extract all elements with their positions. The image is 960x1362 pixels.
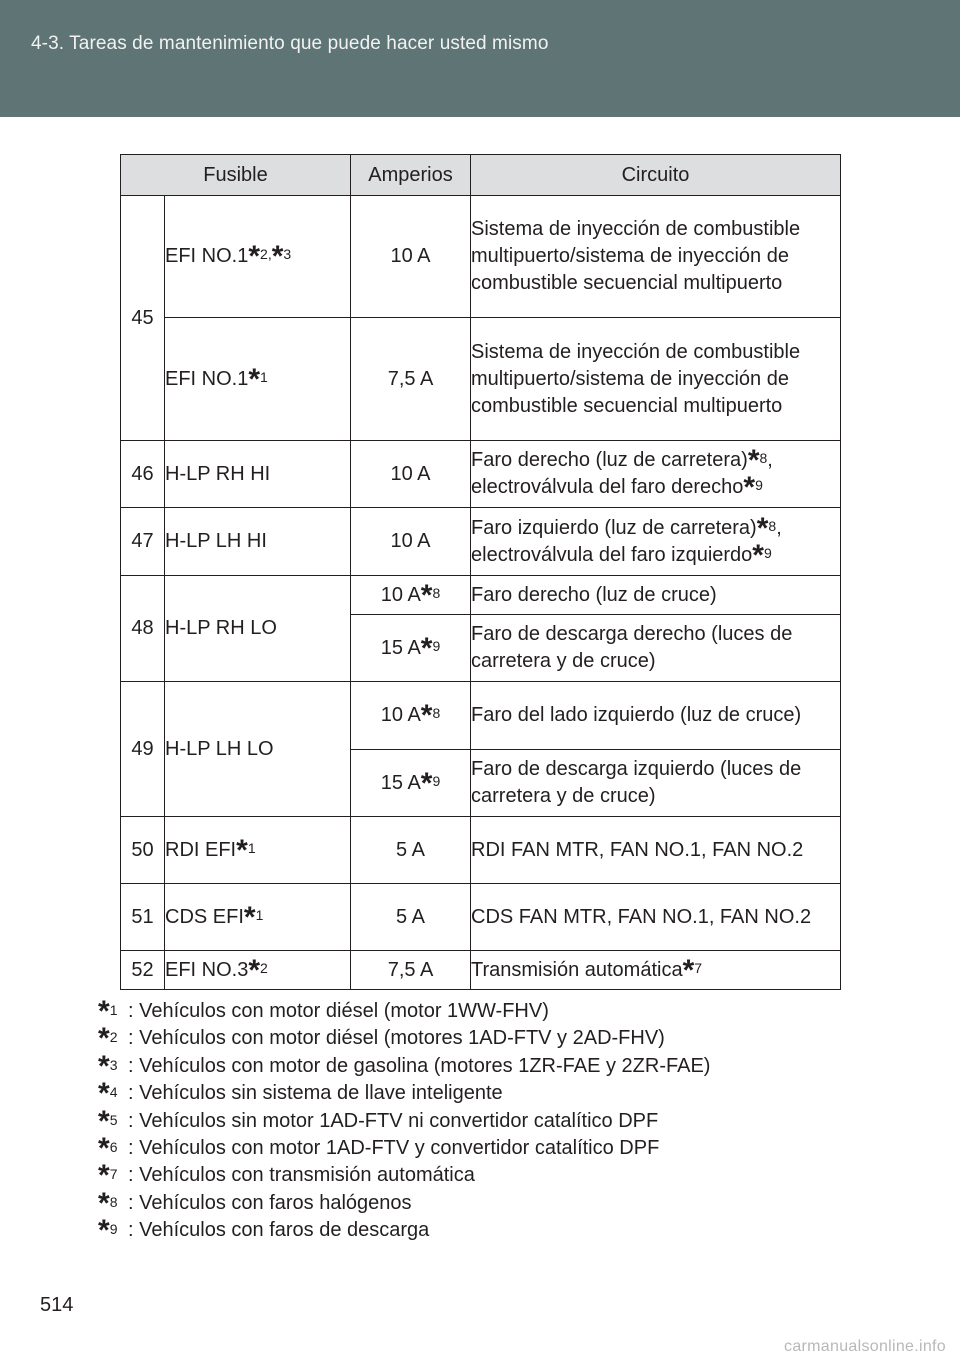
fuse-amps: 7,5 A	[351, 951, 471, 990]
fuse-table	[120, 154, 841, 990]
fuse-number: 47	[121, 508, 165, 576]
fuse-number: 52	[121, 951, 165, 990]
table-header-row	[121, 155, 841, 196]
fuse-amps: 5 A	[351, 817, 471, 884]
fuse-amps: 5 A	[351, 884, 471, 951]
fuse-number: 50	[121, 817, 165, 884]
fuse-amps: 10 A*$^8$	[351, 576, 471, 615]
fuse-name: EFI NO.3*$^2$	[165, 951, 351, 990]
footnote-item: *$^9$ : Vehículos con faros de descarga	[98, 1214, 430, 1248]
page-number: 514	[40, 1294, 74, 1316]
fuse-name: CDS EFI*$^1$	[165, 884, 351, 951]
fuse-circuit: Faro de descarga derecho (luces de carretera y de cruce)	[471, 615, 841, 682]
footnote-item: *$^1$ : Vehículos con motor diésel (motor 1WW-FHV)	[98, 995, 549, 1028]
fuse-circuit: Faro izquierdo (luz de carretera)*$^8$, electroválvula del faro izquierdo*$^9$	[471, 508, 841, 576]
fuse-name: RDI EFI*$^1$	[165, 817, 351, 884]
table-row	[121, 576, 841, 615]
fuse-amps: 10 A	[351, 508, 471, 576]
fuse-name: H-LP LH LO	[165, 682, 351, 817]
table-row	[121, 441, 841, 508]
table-row	[121, 884, 841, 951]
fuse-circuit: RDI FAN MTR, FAN NO.1, FAN NO.2	[471, 817, 841, 884]
fuse-number: 48	[121, 576, 165, 682]
fuse-name: H-LP RH HI	[165, 441, 351, 508]
fuse-circuit: Faro del lado izquierdo (luz de cruce)	[471, 682, 841, 750]
footnote-item: *$^4$ : Vehículos sin sistema de llave inteligente	[98, 1077, 503, 1111]
watermark: carmanualsonline.info	[784, 1338, 946, 1355]
fuse-circuit: Sistema de inyección de combustible multipuerto/sistema de inyección de combustible secuencial multipuerto	[471, 318, 841, 441]
fuse-number: 51	[121, 884, 165, 951]
table-row	[121, 951, 841, 990]
fuse-amps: 7,5 A	[351, 318, 471, 441]
fuse-circuit: Faro derecho (luz de cruce)	[471, 576, 841, 615]
page-header	[0, 0, 960, 117]
fuse-circuit: Faro de descarga izquierdo (luces de carretera y de cruce)	[471, 750, 841, 817]
fuse-number: 49	[121, 682, 165, 817]
fuse-circuit: Faro derecho (luz de carretera)*$^8$, electroválvula del faro derecho*$^9$	[471, 441, 841, 508]
footnote-item: *$^7$ : Vehículos con transmisión automática	[98, 1159, 475, 1193]
table-row	[121, 682, 841, 750]
footnotes	[98, 995, 711, 1248]
table-row	[121, 817, 841, 884]
footnote-item: *$^6$ : Vehículos con motor 1AD-FTV y convertidor catalítico DPF	[98, 1132, 660, 1166]
fuse-circuit: Transmisión automática*$^7$	[471, 951, 841, 990]
fuse-amps: 10 A	[351, 196, 471, 318]
table-row	[121, 196, 841, 318]
table-row	[121, 318, 841, 441]
fuse-circuit: Sistema de inyección de combustible multipuerto/sistema de inyección de combustible secuencial multipuerto	[471, 196, 841, 318]
fuse-amps: 10 A	[351, 441, 471, 508]
fuse-amps: 15 A*$^9$	[351, 615, 471, 682]
fuse-name: H-LP RH LO	[165, 576, 351, 682]
fuse-circuit: CDS FAN MTR, FAN NO.1, FAN NO.2	[471, 884, 841, 951]
fuse-number: 46	[121, 441, 165, 508]
fuse-number: 45	[121, 196, 165, 441]
footnote-item: *$^2$ : Vehículos con motor diésel (motores 1AD-FTV y 2AD-FHV)	[98, 1022, 665, 1056]
footnote-item: *$^3$ : Vehículos con motor de gasolina (motores 1ZR-FAE y 2ZR-FAE)	[98, 1049, 711, 1083]
header-circuit: Circuito	[471, 155, 841, 196]
fuse-amps: 10 A*$^8$	[351, 682, 471, 750]
header-fuse: Fusible	[121, 155, 351, 196]
footnote-item: *$^8$ : Vehículos con faros halógenos	[98, 1186, 412, 1220]
table-row	[121, 508, 841, 576]
footnote-item: *$^5$ : Vehículos sin motor 1AD-FTV ni convertidor catalítico DPF	[98, 1104, 659, 1138]
fuse-name: EFI NO.1*$^{2,}$*$^3$	[165, 196, 351, 318]
header-amps: Amperios	[351, 155, 471, 196]
fuse-name: H-LP LH HI	[165, 508, 351, 576]
section-title: 4-3. Tareas de mantenimiento que puede hacer usted mismo	[31, 33, 549, 54]
fuse-amps: 15 A*$^9$	[351, 750, 471, 817]
fuse-name: EFI NO.1*$^1$	[165, 318, 351, 441]
